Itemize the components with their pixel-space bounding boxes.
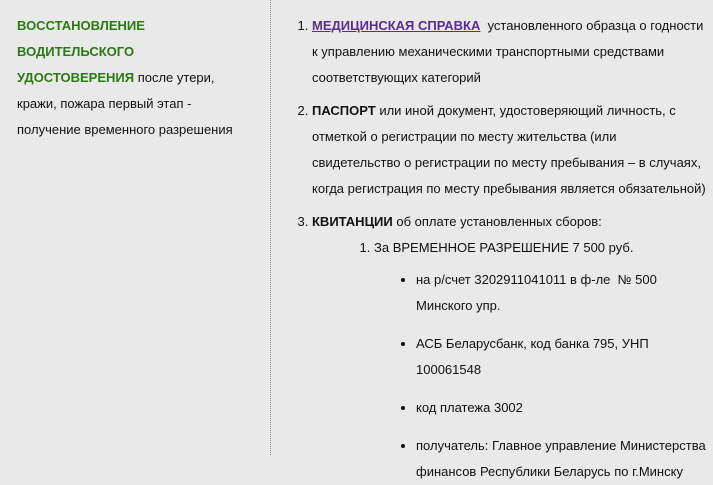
title-line-2: ВОДИТЕЛЬСКОГО bbox=[17, 44, 135, 59]
title-line-1: ВОССТАНОВЛЕНИЕ bbox=[17, 18, 145, 33]
receipts-text: об оплате установленных сборов: bbox=[392, 214, 602, 229]
bullet-payment-code: • код платежа 3002 bbox=[416, 395, 707, 421]
requirements-list bbox=[282, 13, 707, 485]
receipts-label: КВИТАНЦИИ bbox=[312, 214, 393, 229]
requirements-panel bbox=[282, 0, 708, 479]
desc-line-1: кражи, пожара первый этап - bbox=[17, 96, 192, 111]
temporary-permit-text: За ВРЕМЕННОЕ РАЗРЕШЕНИЕ 7 500 руб. bbox=[374, 240, 634, 255]
passport-text: или иной документ, удостоверяющий личность, с отметкой о регистрации по месту жительства (или свидетельство о регистрации по месту пребывания – в случаях, когда регистрация по месту пребывания является обязательной) bbox=[312, 103, 706, 196]
title-line-3: УДОСТОВЕРЕНИЯ bbox=[17, 70, 135, 85]
medical-certificate-link[interactable]: МЕДИЦИНСКАЯ СПРАВКА bbox=[312, 18, 481, 33]
left-panel bbox=[0, 0, 270, 455]
title-tail: после утери, bbox=[134, 70, 215, 85]
desc-line-2: получение временного разрешения bbox=[17, 122, 233, 137]
list-item-medical bbox=[312, 13, 707, 91]
sub-item-temporary-permit bbox=[374, 235, 707, 485]
passport-label: ПАСПОРТ bbox=[312, 103, 376, 118]
bullet-recipient: • получатель: Главное управление Министерства финансов Республики Беларусь по г.Минску bbox=[416, 433, 707, 485]
bullet-account: • на р/счет 3202911041011 в ф-ле № 500 Минского упр. bbox=[416, 267, 707, 319]
payment-details bbox=[374, 267, 707, 485]
list-item-passport bbox=[312, 98, 707, 202]
receipts-sublist bbox=[312, 235, 707, 485]
bullet-bank: • АСБ Беларусбанк, код банка 795, УНП 100061548 bbox=[416, 331, 707, 383]
list-item-receipts bbox=[312, 209, 707, 485]
column-divider bbox=[270, 0, 271, 455]
medical-text: установленного образца о годности к управлению механическими транспортными средствами соответствующих категорий bbox=[312, 18, 708, 85]
